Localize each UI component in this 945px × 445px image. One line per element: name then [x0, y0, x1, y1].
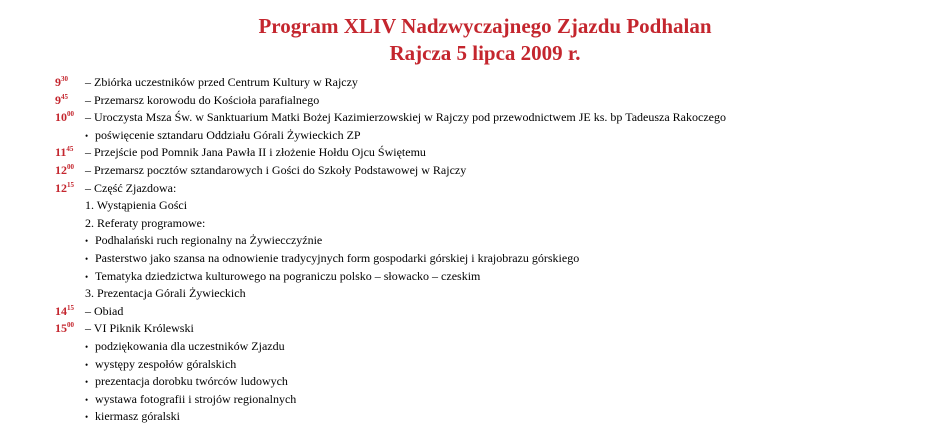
program-subitem: [0, 215, 945, 233]
subitem-text: 3. Prezentacja Górali Żywieckich: [85, 286, 246, 301]
time-minutes: 15: [67, 180, 74, 189]
bullet-icon: •: [85, 253, 89, 264]
bullet-line: [85, 373, 288, 392]
time-minutes: 00: [67, 110, 74, 119]
time-hour: 11: [55, 145, 67, 160]
bullet-text: Pasterstwo jako szansa na odnowienie tradycyjnych form gospodarki górskiej i krajobrazu górskiego: [95, 250, 580, 265]
time-minutes: 00: [67, 162, 74, 171]
entry-time: [55, 303, 74, 321]
bullet-text: poświęcenie sztandaru Oddziału Górali Żywieckich ZP: [95, 127, 361, 142]
program-bullet-item: [0, 373, 945, 391]
time-hour: 12: [55, 162, 67, 177]
bullet-line: [85, 338, 285, 357]
entry-text: – Przejście pod Pomnik Jana Pawła II i złożenie Hołdu Ojcu Świętemu: [85, 145, 426, 160]
time-minutes: 45: [66, 145, 74, 154]
program-bullet-item: [0, 127, 945, 145]
time-hour: 12: [55, 180, 67, 195]
entry-time: [55, 92, 68, 110]
program-entry: [0, 92, 945, 110]
time-minutes: 30: [61, 75, 68, 83]
program-entry: [0, 303, 945, 321]
program-bullet-item: [0, 268, 945, 286]
entry-time: [55, 320, 74, 338]
document-title: Program XLIV Nadzwyczajnego Zjazdu Podhalan: [258, 14, 712, 38]
program-subitem: [0, 285, 945, 303]
program-entry: [0, 320, 945, 338]
entry-time: [55, 180, 74, 198]
entry-text: – Uroczysta Msza Św. w Sanktuarium Matki Bożej Kazimierzowskiej w Rajczy pod przewodnictwem JE ks. bp Tadeusza Rakoczego: [85, 110, 726, 125]
entry-text: – VI Piknik Królewski: [85, 321, 194, 336]
program-list: [0, 74, 945, 426]
time-hour: 14: [55, 303, 67, 318]
bullet-icon: •: [85, 130, 89, 141]
program-entry: [0, 162, 945, 180]
entry-time: [55, 162, 74, 180]
program-entry: [0, 74, 945, 92]
time-minutes: 45: [61, 92, 68, 101]
bullet-text: wystawa fotografii i strojów regionalnych: [95, 391, 297, 406]
program-entry: [0, 109, 945, 127]
time-hour: 9: [55, 92, 61, 107]
bullet-text: kiermasz góralski: [95, 409, 180, 424]
program-bullet-item: [0, 408, 945, 426]
subitem-text: 1. Wystąpienia Gości: [85, 198, 188, 213]
entry-text: – Przemarsz pocztów sztandarowych i Gości do Szkoły Podstawowej w Rajczy: [85, 162, 467, 177]
bullet-line: [85, 127, 361, 146]
bullet-icon: •: [85, 377, 89, 388]
bullet-line: [85, 250, 579, 269]
entry-text: – Część Zjazdowa:: [85, 180, 177, 195]
bullet-text: Tematyka dziedzictwa kulturowego na pograniczu polsko – słowacko – czeskim: [95, 268, 481, 283]
entry-time: [55, 144, 73, 162]
bullet-text: występy zespołów góralskich: [95, 356, 237, 371]
time-minutes: 15: [67, 303, 74, 312]
time-minutes: 00: [67, 321, 74, 330]
bullet-text: Podhalański ruch regionalny na Żywiecczyźnie: [95, 233, 323, 248]
program-bullet-item: [0, 338, 945, 356]
bullet-line: [85, 232, 322, 251]
program-bullet-item: [0, 356, 945, 374]
time-hour: 15: [55, 321, 67, 336]
bullet-text: podziękowania dla uczestników Zjazdu: [95, 338, 285, 353]
bullet-line: [85, 391, 296, 410]
program-bullet-item: [0, 232, 945, 250]
bullet-line: [85, 408, 180, 427]
entry-text: – Obiad: [85, 303, 124, 318]
program-bullet-item: [0, 250, 945, 268]
bullet-line: [85, 356, 236, 375]
bullet-text: prezentacja dorobku twórców ludowych: [95, 374, 288, 389]
subitem-text: 2. Referaty programowe:: [85, 215, 206, 230]
bullet-icon: •: [85, 236, 89, 247]
time-hour: 10: [55, 110, 67, 125]
program-entry: [0, 180, 945, 198]
program-bullet-item: [0, 391, 945, 409]
entry-text: – Przemarsz korowodu do Kościoła parafialnego: [85, 92, 320, 107]
document-subtitle: Rajcza 5 lipca 2009 r.: [389, 41, 581, 65]
bullet-icon: •: [85, 394, 89, 405]
bullet-icon: •: [85, 359, 89, 370]
bullet-icon: •: [85, 412, 89, 423]
entry-text: – Zbiórka uczestników przed Centrum Kultury w Rajczy: [85, 75, 358, 89]
time-hour: 9: [55, 75, 61, 89]
entry-time: [55, 74, 68, 92]
bullet-icon: •: [85, 341, 89, 352]
bullet-line: [85, 268, 480, 287]
entry-time: [55, 109, 74, 127]
bullet-icon: •: [85, 271, 89, 282]
program-subitem: [0, 197, 945, 215]
program-entry: [0, 144, 945, 162]
